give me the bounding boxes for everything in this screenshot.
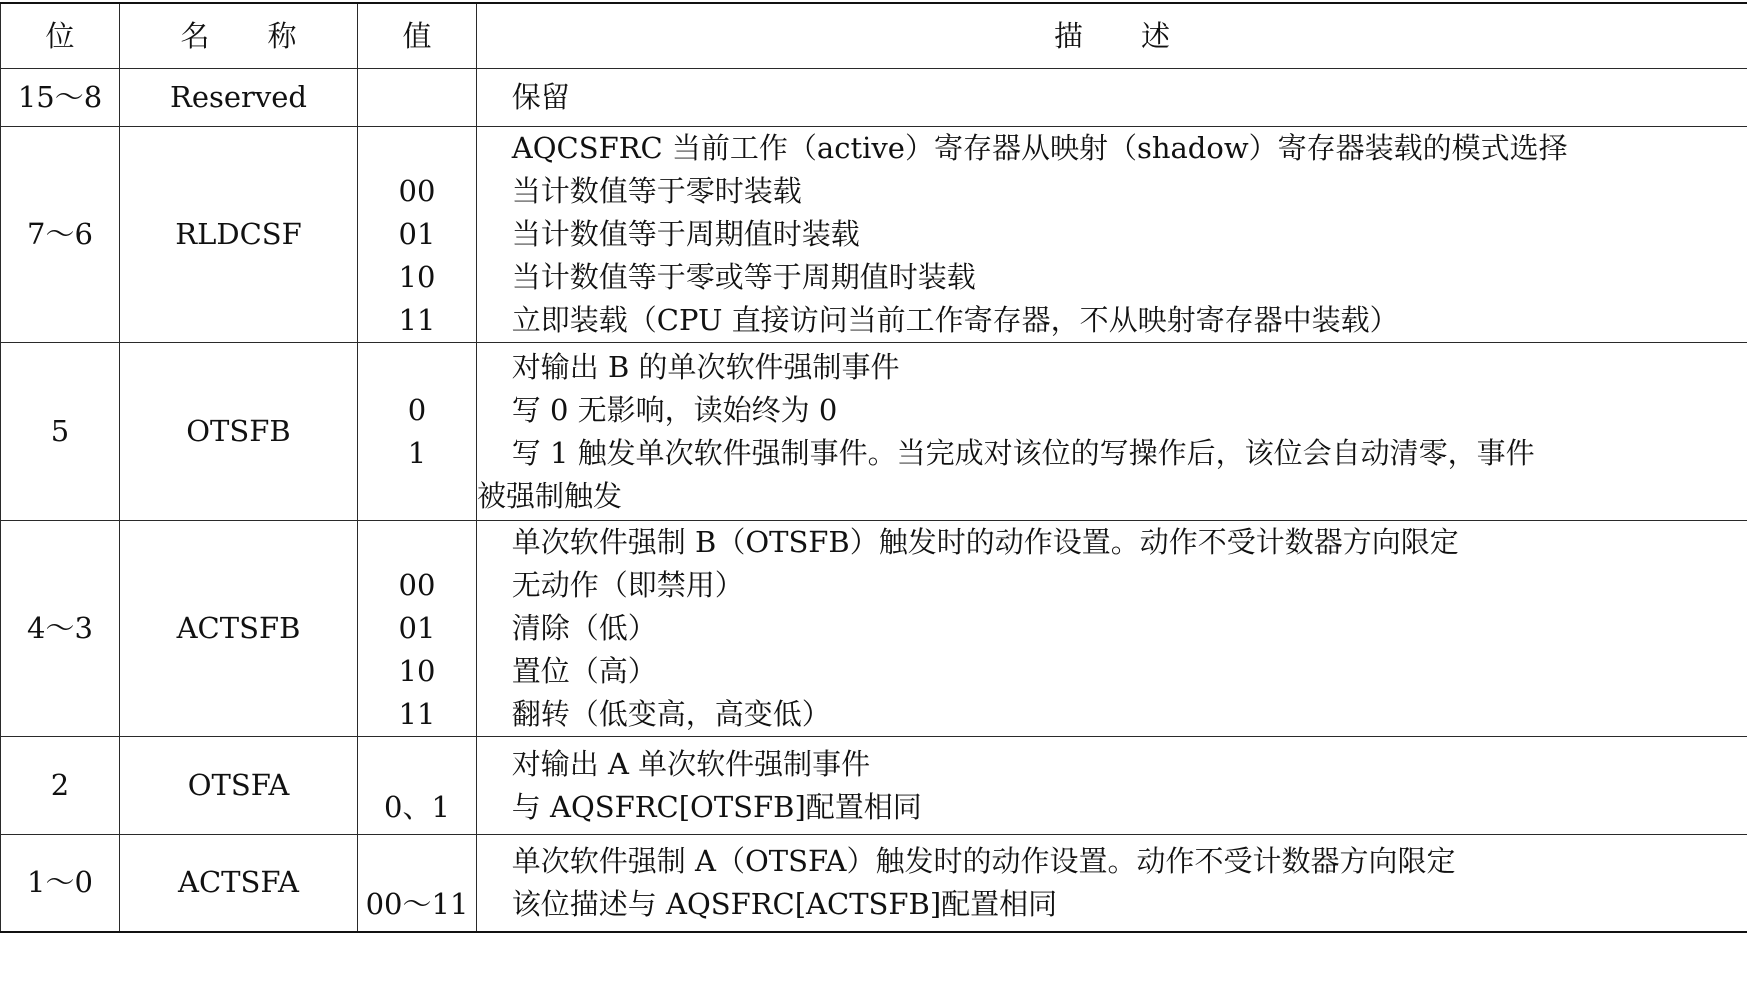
bit-cell: 2 (1, 737, 120, 835)
value-item: 10 (398, 654, 436, 688)
value-item: 01 (398, 611, 436, 645)
name-cell: ACTSFA (120, 835, 358, 932)
header-value: 值 (358, 3, 477, 69)
bit-cell: 7～6 (1, 127, 120, 343)
name-cell: ACTSFB (120, 521, 358, 737)
table-row (1, 835, 1747, 932)
description-line: 翻转（低变高，高变低） (511, 697, 831, 731)
name-cell: Reserved (120, 69, 358, 127)
description-cell (477, 737, 1747, 835)
value-cell (358, 737, 477, 835)
register-table (0, 2, 1747, 933)
bit-cell: 15～8 (1, 69, 120, 127)
header-bit: 位 (1, 3, 120, 69)
description-line: 无动作（即禁用） (511, 568, 744, 602)
table-row (1, 69, 1747, 127)
description-cell (477, 127, 1747, 343)
value-item: 0、1 (384, 789, 450, 824)
description-cell (477, 835, 1747, 932)
value-cell (358, 521, 477, 737)
description-line: 对输出 A 单次软件强制事件 (511, 746, 871, 781)
value-item: 00～11 (365, 886, 469, 921)
description-line: 当计数值等于零或等于周期值时装载 (511, 260, 976, 294)
bit-cell: 1～0 (1, 835, 120, 932)
table-row (1, 737, 1747, 835)
value-cell (358, 69, 477, 127)
description-line: 单次软件强制 A（OTSFA）触发时的动作设置。动作不受计数器方向限定 (511, 843, 1456, 878)
value-item: 00 (398, 568, 436, 602)
description-line: 单次软件强制 B（OTSFB）触发时的动作设置。动作不受计数器方向限定 (511, 525, 1459, 559)
description-line: 清除（低） (511, 611, 657, 645)
description-line: 对输出 B 的单次软件强制事件 (511, 349, 900, 384)
description-line: 保留 (511, 80, 570, 114)
value-item: 10 (398, 260, 436, 294)
value-item: 0 (407, 392, 427, 427)
value-cell (358, 835, 477, 932)
name-cell: OTSFA (120, 737, 358, 835)
value-cell (358, 127, 477, 343)
header-description: 描 述 (477, 3, 1747, 69)
name-cell: RLDCSF (120, 127, 358, 343)
description-line: 当计数值等于零时装载 (511, 174, 802, 208)
value-cell (358, 343, 477, 521)
description-cell (477, 69, 1747, 127)
table-row (1, 343, 1747, 521)
value-item: 1 (407, 435, 427, 470)
header-row (1, 3, 1747, 69)
name-cell: OTSFB (120, 343, 358, 521)
value-item: 11 (398, 697, 436, 731)
description-line: 置位（高） (511, 654, 657, 688)
description-line: 写 1 触发单次软件强制事件。当完成对该位的写操作后，该位会自动清零，事件 (511, 435, 1535, 470)
description-cell (477, 343, 1747, 521)
header-name: 名 称 (120, 3, 358, 69)
value-item: 11 (398, 303, 436, 337)
description-line: 与 AQSFRC[OTSFB]配置相同 (511, 789, 922, 824)
description-line: 当计数值等于周期值时装载 (511, 217, 860, 251)
bit-cell: 5 (1, 343, 120, 521)
bit-cell: 4～3 (1, 521, 120, 737)
description-line: 被强制触发 (477, 478, 623, 513)
description-line: 立即装载（CPU 直接访问当前工作寄存器，不从映射寄存器中装载） (511, 303, 1399, 337)
table-row (1, 127, 1747, 343)
description-line: 写 0 无影响，读始终为 0 (511, 392, 838, 427)
value-item: 00 (398, 174, 436, 208)
value-item: 01 (398, 217, 436, 251)
table-row (1, 521, 1747, 737)
description-line: 该位描述与 AQSFRC[ACTSFB]配置相同 (511, 886, 1058, 921)
description-line: AQCSFRC 当前工作（active）寄存器从映射（shadow）寄存器装载的模式选择 (511, 131, 1568, 165)
description-cell (477, 521, 1747, 737)
